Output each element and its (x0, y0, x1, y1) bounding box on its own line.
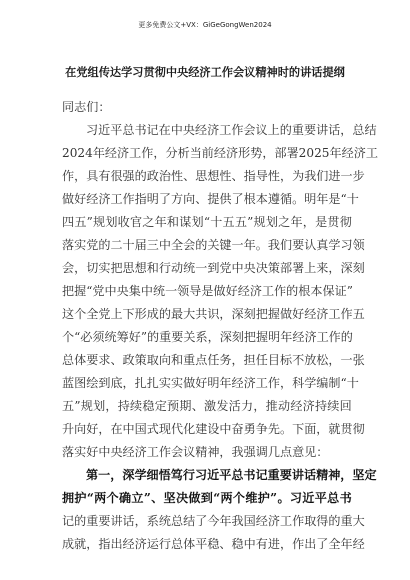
text-line: 成 就 ， 指 出 经 济 运 行 总 体 平 稳 、 稳 中 有 进 ， 作 出 了 全 年 经 (62, 537, 365, 551)
text-line: 同 志 们 ： (62, 100, 111, 114)
text-line: 会 ， 切 实 把 思 想 和 行 动 统 一 到 党 中 央 决 策 部 署 上 来 ， 深 刻 (62, 261, 365, 275)
header-note: 更多免费公文+VX：GiGeGongWen2024 (138, 21, 272, 29)
document-title: 在党组传达学习贯彻中央经济工作会议精神时的讲话提纲 (65, 65, 345, 79)
text-line: 2 0 2 4 年 经 济 工 作 ， 分 析 当 前 经 济 形 势 ， 部 署 2 0 2 5 年 经 济 工 (62, 146, 378, 160)
text-line: 拥 护 “ 两 个 确 立 ” 、 坚 决 做 到 “ 两 个 维 护 ” 。 习 近 平 总 书 (62, 491, 352, 505)
text-line: 习 近 平 总 书 记 在 中 央 经 济 工 作 会 议 上 的 重 要 讲 话 ， 总 结 (62, 119, 352, 142)
text-line: 第 一 ， 深 学 细 悟 笃 行 习 近 平 总 书 记 重 要 讲 话 精 神 ， 坚 定 (62, 464, 352, 487)
indent-space (62, 119, 86, 142)
text-line: 个 “ 必 须 统 筹 好 ” 的 重 要 关 系 ， 深 刻 把 握 明 年 经 济 工 作 的 (62, 330, 353, 344)
text-line: 做 好 经 济 工 作 指 明 了 方 向 、 提 供 了 根 本 遵 循 。 明 年 是 “ 十 (62, 192, 359, 206)
text-line: 这 个 全 党 上 下 形 成 的 最 大 共 识 ， 深 刻 把 握 做 好 经 济 工 作 五 (62, 307, 365, 321)
text-line: 把 握 “ 党 中 央 集 中 统 一 领 导 是 做 好 经 济 工 作 的 根 本 保 证 ” (62, 284, 353, 298)
text-line: 总 体 要 求 、 政 策 取 向 和 重 点 任 务 ， 担 任 目 标 不 放 松 ， 一 张 (62, 353, 365, 367)
text-line: 落 实 党 的 二 十 届 三 中 全 会 的 关 键 一 年 。 我 们 要 认 真 学 习 领 (62, 238, 365, 252)
text-line: 蓝 图 绘 到 底 ， 扎 扎 实 实 做 好 明 年 经 济 工 作 ， 科 学 编 制 “ 十 (62, 376, 359, 390)
text-line: 作 ， 具 有 很 强 的 政 治 性 、 思 想 性 、 指 导 性 ， 为 我 们 进 一 步 (62, 169, 365, 183)
text-line: 落 实 好 中 央 经 济 工 作 会 议 精 神 ， 我 强 调 几 点 意 见 ： (62, 445, 329, 459)
indent-space (62, 464, 86, 487)
text-line: 四 五 ” 规 划 收 官 之 年 和 谋 划 “ 十 五 五 ” 规 划 之 年 ， 是 贯 彻 (62, 215, 352, 229)
document-body (62, 96, 378, 556)
text-line: 记 的 重 要 讲 话 ， 系 统 总 结 了 今 年 我 国 经 济 工 作 取 得 的 重 大 (62, 514, 365, 528)
text-line: 升 向 好 ， 在 中 国 式 现 代 化 建 设 中 奋 勇 争 先 。 下 面 ， 就 贯 彻 (62, 422, 365, 436)
text-line: 五 ” 规 划 ， 持 续 稳 定 预 期 、 激 发 活 力 ， 推 动 经 济 持 续 回 (62, 399, 352, 413)
